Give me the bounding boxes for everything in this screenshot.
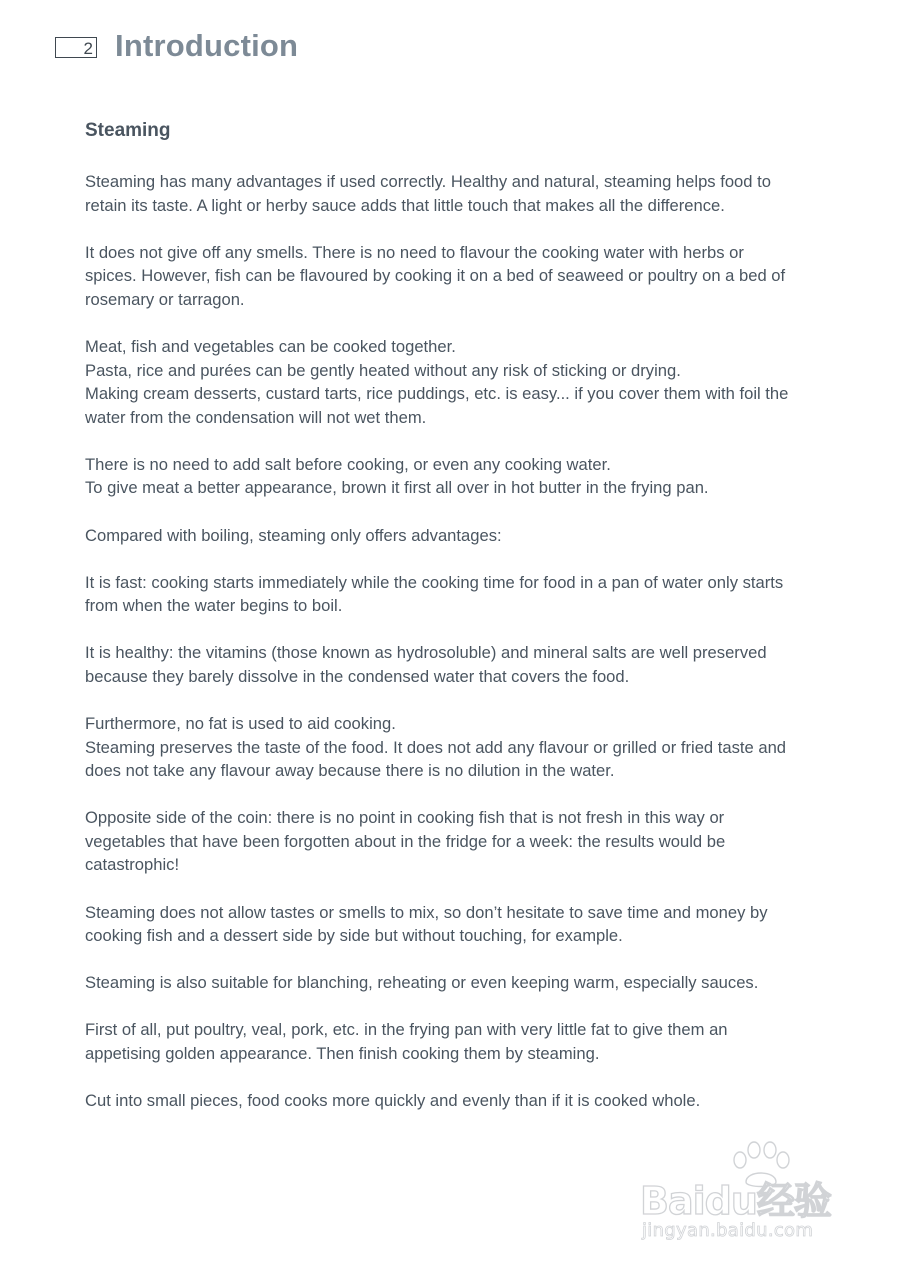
text-line: Meat, fish and vegetables can be cooked together. [85, 336, 456, 356]
text-line: rosemary or tarragon. [85, 289, 245, 309]
text-line: spices. However, fish can be flavoured by cooking it on a bed of seaweed or poultry on a bed of [85, 266, 786, 286]
text-line: Steaming preserves the taste of the food. It does not add any flavour or grilled or fried taste and [85, 737, 787, 757]
text-line: because they barely dissolve in the condensed water that covers the food. [85, 666, 630, 686]
text-line: Pasta, rice and purées can be gently heated without any risk of sticking or drying. [85, 360, 681, 380]
text-line: It is fast: cooking starts immediately while the cooking time for food in a pan of water only starts [85, 572, 784, 592]
text-line: Making cream desserts, custard tarts, rice puddings, etc. is easy... if you cover them with foil the [85, 384, 789, 404]
body-text [85, 170, 855, 1136]
paragraph [85, 712, 855, 783]
paragraph [85, 1018, 855, 1065]
chapter-title: Introduction [115, 28, 299, 63]
text-line: To give meat a better appearance, brown it first all over in hot butter in the frying pan. [85, 478, 709, 498]
text-line: It is healthy: the vitamins (those known as hydrosoluble) and mineral salts are well preserved [85, 643, 767, 663]
paragraph [85, 241, 855, 312]
watermark-url: jingyan.baidu.com [642, 1220, 814, 1241]
text-line: Cut into small pieces, food cooks more quickly and evenly than if it is cooked whole. [85, 1091, 701, 1111]
text-line: Steaming does not allow tastes or smells to mix, so don’t hesitate to save time and money by [85, 902, 768, 922]
paragraph [85, 806, 855, 877]
text-line: catastrophic! [85, 855, 180, 875]
text-line: from when the water begins to boil. [85, 596, 343, 616]
text-line: water from the condensation will not wet them. [85, 407, 427, 427]
paragraph [85, 453, 855, 500]
paragraph [85, 335, 855, 429]
text-line: Furthermore, no fat is used to aid cooking. [85, 714, 396, 733]
text-line: First of all, put poultry, veal, pork, etc. in the frying pan with very little fat to give them an [85, 1020, 728, 1040]
text-line: vegetables that have been forgotten about in the fridge for a week: the results would be [85, 831, 726, 851]
page-number-box [55, 37, 97, 58]
text-line: Compared with boiling, steaming only offers advantages: [85, 525, 502, 545]
baidu-watermark [636, 1140, 856, 1250]
text-line: Steaming has many advantages if used correctly. Healthy and natural, steaming helps food to [85, 172, 771, 191]
text-line: retain its taste. A light or herby sauce adds that little touch that makes all the difference. [85, 195, 725, 215]
text-line: does not take any flavour away because there is no dilution in the water. [85, 761, 615, 781]
paragraph [85, 971, 855, 995]
paragraph [85, 170, 855, 217]
paragraph [85, 641, 855, 688]
paragraph [85, 901, 855, 948]
paragraph [85, 1089, 855, 1113]
page-number: 2 [83, 39, 93, 58]
text-line: cooking fish and a dessert side by side but without touching, for example. [85, 926, 623, 946]
text-line: There is no need to add salt before cooking, or even any cooking water. [85, 454, 611, 474]
text-line: Steaming is also suitable for blanching, reheating or even keeping warm, especially sauces. [85, 973, 759, 993]
paragraph [85, 524, 855, 548]
watermark-logo-text: Baidu经验 [640, 1179, 831, 1223]
text-line: appetising golden appearance. Then finish cooking them by steaming. [85, 1043, 600, 1063]
text-line: Opposite side of the coin: there is no point in cooking fish that is not fresh in this way or [85, 808, 725, 828]
paragraph [85, 571, 855, 618]
section-heading: Steaming [85, 120, 171, 141]
text-line: It does not give off any smells. There is no need to flavour the cooking water with herbs or [85, 242, 744, 262]
